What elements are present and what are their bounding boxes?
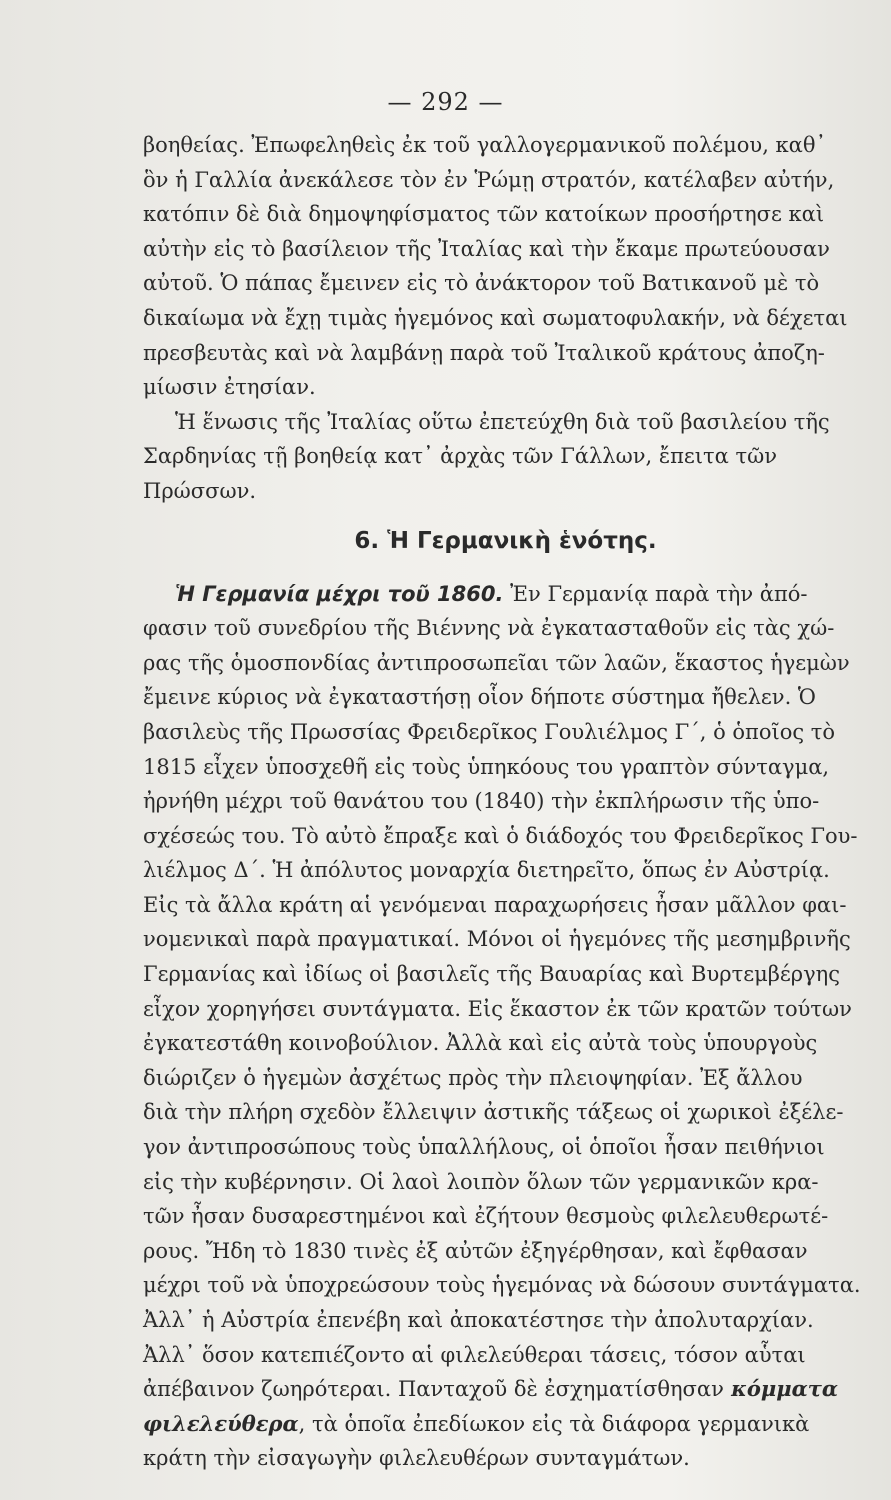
text-line bbox=[143, 1372, 868, 1407]
text-line: Σαρδηνίας τῇ βοηθείᾳ κατ᾽ ἀρχὰς τῶν Γάλλων, ἔπειτα τῶν bbox=[143, 444, 777, 469]
text-line: διώριζεν ὁ ἡγεμὼν ἀσχέτως πρὸς τὴν πλειοψηφίαν. Ἐξ ἄλλου bbox=[143, 1065, 803, 1090]
text-line: Γερμανίας καὶ ἰδίως οἱ βασιλεῖς τῆς Βαυαρίας καὶ Βυρτεμβέργης bbox=[143, 962, 840, 987]
text-line: Ἡ ἕνωσις τῆς Ἰταλίας οὕτω ἐπετεύχθη διὰ τοῦ βασιλείου τῆς bbox=[175, 409, 830, 434]
text-line: σχέσεώς του. Τὸ αὐτὸ ἔπραξε καὶ ὁ διάδοχός του Φρειδερῖκος Γου- bbox=[143, 823, 858, 848]
text-line: μίωσιν ἐτησίαν. bbox=[143, 375, 316, 400]
paragraph-1 bbox=[143, 128, 868, 405]
text-line: διὰ τὴν πλήρη σχεδὸν ἔλλειψιν ἀστικῆς τάξεως οἱ χωρικοὶ ἐξέλε- bbox=[143, 1100, 844, 1125]
text-line: λιέλμος Δ´. Ἡ ἀπόλυτος μοναρχία διετηρεῖτο, ὅπως ἐν Αὐστρίᾳ. bbox=[143, 858, 830, 883]
text-line: Ἀλλ᾽ ὅσον κατεπιέζοντο αἱ φιλελεύθεραι τάσεις, τόσον αὗται bbox=[143, 1342, 806, 1367]
text-line: δικαίωμα νὰ ἔχῃ τιμὰς ἡγεμόνος καὶ σωματοφυλακήν, νὰ δέχεται bbox=[143, 305, 848, 330]
text-line: Εἰς τὰ ἄλλα κράτη αἱ γενόμεναι παραχωρήσεις ἦσαν μᾶλλον φαι- bbox=[143, 892, 847, 917]
text-line: εἰς τὴν κυβέρνησιν. Οἱ λαοὶ λοιπὸν ὅλων τῶν γερμανικῶν κρα- bbox=[143, 1169, 819, 1194]
text-line: κράτη τὴν εἰσαγωγὴν φιλελευθέρων συνταγμάτων. bbox=[143, 1446, 690, 1471]
line-text: Ἐν Γερμανίᾳ παρὰ τὴν ἀπό- bbox=[503, 581, 808, 606]
subheading: Ἡ Γερμανία μέχρι τοῦ 1860. bbox=[175, 581, 504, 606]
text-line: βασιλεὺς τῆς Πρωσσίας Φρειδερῖκος Γουλιέλμος Γ´, ὁ ὁποῖος τὸ bbox=[143, 719, 836, 744]
text-line: 1815 εἶχεν ὑποσχεθῆ εἰς τοὺς ὑπηκόους του γραπτὸν σύνταγμα, bbox=[143, 754, 830, 779]
page-body bbox=[143, 128, 868, 1476]
text-line: μέχρι τοῦ νὰ ὑποχρεώσουν τοὺς ἡγεμόνας νὰ δώσουν συντάγματα. bbox=[143, 1273, 861, 1298]
text-line: τῶν ἦσαν δυσαρεστημένοι καὶ ἐζήτουν θεσμοὺς φιλελευθερωτέ- bbox=[143, 1204, 829, 1229]
text-line: ρας τῆς ὁμοσπονδίας ἀντιπροσωπεῖαι τῶν λαῶν, ἕκαστος ἡγεμὼν bbox=[143, 650, 850, 675]
line-text: ἀπέβαινον ζωηρότεραι. Πανταχοῦ δὲ ἐσχηματίσθησαν bbox=[143, 1377, 724, 1402]
text-line: αὐτὴν εἰς τὸ βασίλειον τῆς Ἰταλίας καὶ τὴν ἔκαμε πρωτεύουσαν bbox=[143, 236, 830, 261]
section-heading: 6. Ἡ Γερμανικὴ ἑνότης. bbox=[354, 527, 657, 554]
text-line bbox=[143, 1407, 868, 1442]
text-line: Ἀλλ᾽ ἡ Αὐστρία ἐπενέβη καὶ ἀποκατέστησε τὴν ἀπολυταρχίαν. bbox=[143, 1308, 814, 1332]
text-line: κατόπιν δὲ διὰ δημοψηφίσματος τῶν κατοίκων προσήρτησε καὶ bbox=[143, 202, 825, 227]
text-line: ἔμεινε κύριος νὰ ἐγκαταστήσῃ οἷον δήποτε σύστημα ἤθελεν. Ὁ bbox=[143, 685, 816, 710]
bold-term: κόμματα bbox=[723, 1376, 839, 1402]
text-line: γον ἀντιπροσώπους τοὺς ὑπαλλήλους, οἱ ὁποῖοι ἦσαν πειθήνιοι bbox=[143, 1135, 825, 1160]
text-line: πρεσβευτὰς καὶ νὰ λαμβάνῃ παρὰ τοῦ Ἰταλικοῦ κράτους ἀποζη- bbox=[143, 340, 825, 365]
line-text: , τὰ ὁποῖα ἐπεδίωκον εἰς τὰ διάφορα γερμανικὰ bbox=[298, 1411, 810, 1436]
bold-term: φιλελεύθερα bbox=[143, 1410, 299, 1436]
page-number: — 292 — bbox=[387, 88, 504, 116]
paragraph-2 bbox=[143, 405, 868, 509]
text-line: ὃν ἡ Γαλλία ἀνεκάλεσε τὸν ἐν Ῥώμῃ στρατόν, κατέλαβεν αὐτήν, bbox=[143, 167, 835, 192]
text-line: ρους. Ἤδη τὸ 1830 τινὲς ἐξ αὐτῶν ἐξηγέρθησαν, καὶ ἔφθασαν bbox=[143, 1238, 808, 1263]
text-line: ἐγκατεστάθη κοινοβούλιον. Ἀλλὰ καὶ εἰς αὐτὰ τοὺς ὑπουργοὺς bbox=[143, 1031, 818, 1056]
text-line: εἶχον χορηγήσει συντάγματα. Εἰς ἕκαστον ἐκ τῶν κρατῶν τούτων bbox=[143, 996, 852, 1021]
text-line: βοηθείας. Ἐπωφεληθεὶς ἐκ τοῦ γαλλογερμανικοῦ πολέμου, καθ᾽ bbox=[143, 133, 826, 157]
text-line bbox=[143, 577, 868, 612]
text-line: Πρώσσων. bbox=[143, 478, 257, 503]
text-line: νομενικαὶ παρὰ πραγματικαί. Μόνοι οἱ ἡγεμόνες τῆς μεσημβρινῆς bbox=[143, 927, 851, 952]
text-line: φασιν τοῦ συνεδρίου τῆς Βιέννης νὰ ἐγκατασταθοῦν εἰς τὰς χώ- bbox=[143, 616, 835, 641]
paragraph-3 bbox=[143, 577, 868, 1476]
text-line: ἠρνήθη μέχρι τοῦ θανάτου του (1840) τὴν ἐκπλήρωσιν τῆς ὑπο- bbox=[143, 789, 820, 814]
text-line: αὐτοῦ. Ὁ πάπας ἔμεινεν εἰς τὸ ἀνάκτορον τοῦ Βατικανοῦ μὲ τὸ bbox=[143, 271, 820, 296]
